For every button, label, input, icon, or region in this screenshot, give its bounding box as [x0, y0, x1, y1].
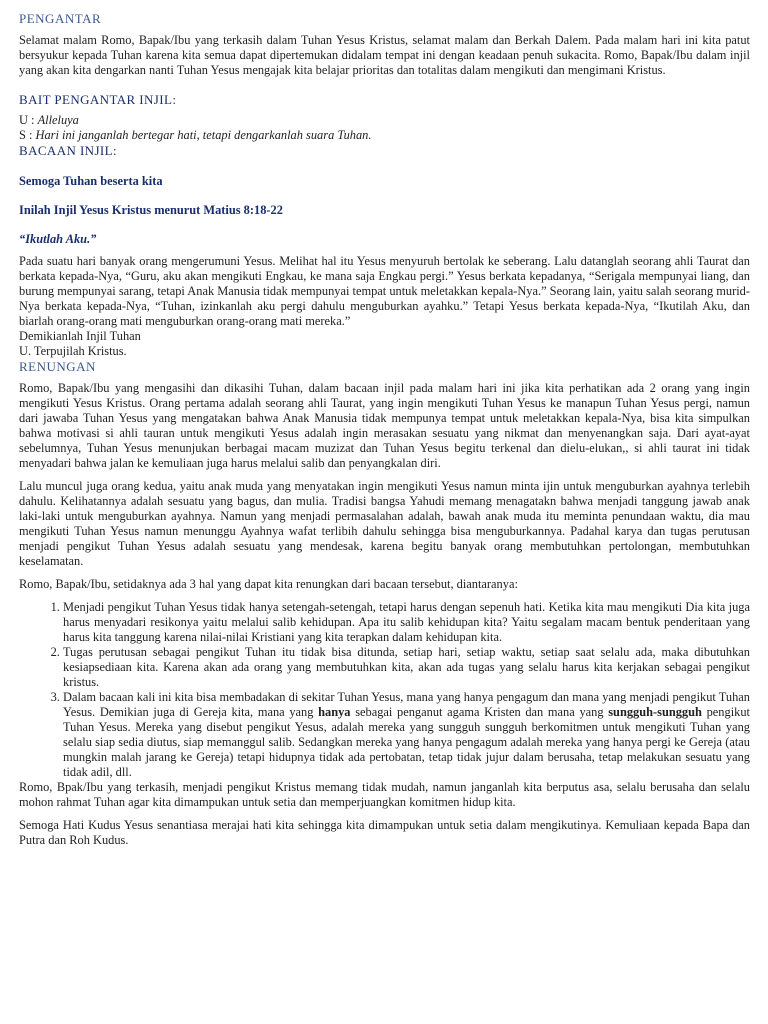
bacaan-heading: BACAAN INJIL:: [19, 143, 118, 158]
bait-u-line: [19, 113, 750, 128]
point-3-text-pre: Dalam bacaan kali ini kita bisa membadakan di sekitar Tuhan Yesus, mana yang hanya pengagum dan mana yang menjadi pengikut Tuhan Yesus. Demikian juga di Gereja kita, mana yang: [63, 690, 750, 719]
point-3-bold-sungguh: sungguh-sungguh: [608, 705, 702, 719]
bait-s-label: S :: [19, 128, 36, 142]
bacaan-closing-2: U. Terpujilah Kristus.: [19, 344, 127, 358]
renungan-paragraph-1: Romo, Bapak/Ibu yang mengasihi dan dikasihi Tuhan, dalam bacaan injil pada malam hari ini jika kita perhatikan ada 2 orang yang ingin mengikuti Yesus Kristus. Orang pertama adalah seorang ahli Taurat, yang ingin mengikuti Tuhan Yesus ke manapun Tuhan Yesus pergi, namun dari jawaba Tuhan Yesus yang mengatakan bahwa Anak Manusia tidak mempunya tempat untuk meletakkan kepala-Nya, bisa kita simpulkan bahwa motivasi si ahli tauran untuk mengikuti Yesus adalah ingin merasakan sesuatu yang nikmat dan menyenangkan saja. Dari ayat-ayat sebelumnya, Tuhan Yesus menunjukan berbagai macam muzizat dan Tuhan Yesus begitu terkenal dan dielu-elukan,, si ahli taurat ini tidak menyadari bahwa jalan ke kemuliaan juga harus melalui salib dan penyangkalan diri.: [19, 381, 750, 470]
list-item: [63, 690, 750, 780]
list-item: 1. Menjadi pengikut Tuhan Yesus tidak hanya setengah-setengah, tetapi harus dengan sepenuh hati. Ketika kita mau mengikuti Dia kita juga harus menyadari resikonya yaitu melalui salib kehidupan. Apa itu salib kehidupan kita? Yaitu segalam macam bentuk penderitaan yang harus kita tanggung karena nilai-nilai Kristiani yang kita terapkan dalam kehidupan kita.: [63, 600, 750, 645]
bait-u-label: U :: [19, 113, 38, 127]
renungan-paragraph-2: Lalu muncul juga orang kedua, yaitu anak muda yang menyatakan ingin mengikuti Yesus namun minta ijin untuk menguburkan ayahnya terlebih dahulu. Kelihatannya adalah sesuatu yang bagus, dan mulia. Tradisi bangsa Yahudi memang menagatakn bahwa menjadi tanggung jawab anak laki-laki untuk menguburkan ayahnya. Namun yang menjadi permasalahan adalah, bawah anak muda itu meminta penundaan waktu, dia mau mengikuti Tuhan Yesus namun menunggu Ayahnya wafat terlibih dahulu sehingga bisa menguburkannya. Padahal karya dan tugas perutusan menjadi pengikut Tuhan Yesus adalah sesuatu yang mendesak, karena begitu banyak orang membutuhkan pertolongan, membutuhkan keselamatan.: [19, 479, 750, 568]
renungan-paragraph-5: Semoga Hati Kudus Yesus senantiasa merajai hati kita sehingga kita dimampukan untuk setia dalam mengikutinya. Kemuliaan kepada Bapa dan Putra dan Roh Kudus.: [19, 818, 750, 847]
bacaan-closing-1: Demikianlah Injil Tuhan: [19, 329, 141, 343]
document-page: [19, 11, 750, 848]
point-3-text-mid: sebagai penganut agama Kristen dan mana yang: [350, 705, 609, 719]
bait-heading: BAIT PENGANTAR INJIL:: [19, 92, 177, 107]
renungan-paragraph-4: Romo, Bpak/Ibu yang terkasih, menjadi pengikut Kristus memang tidak mudah, namun janganlah kita berputus asa, selalu berusaha dan selalu mohon rahmat Tuhan agar kita dimampukan untuk setia dan memperjuangkan komitmen hidup kita.: [19, 780, 750, 809]
pengantar-heading: PENGANTAR: [19, 11, 102, 26]
bacaan-text: Pada suatu hari banyak orang mengerumuni Yesus. Melihat hal itu Yesus menyuruh bertolak ke seberang. Lalu datanglah seorang ahli Taurat dan berkata kepada-Nya, “Guru, aku akan mengikuti Engkau, ke mana saja Engkau pergi.” Yesus berkata kepadanya, “Serigala mempunyai liang, dan burung mempunyai sarang, tetapi Anak Manusia tidak mempunyai tempat untuk meletakkan kepala-Nya.” Seorang lain, yaitu salah seorang murid-Nya berkata kepada-Nya, “Tuhan, izinkanlah aku pergi dahulu menguburkan ayahku.” Tetapi Yesus berkata kepada-Nya, “Ikutilah Aku, dan biarlah orang-orang mati menguburkan orang-orang mati mereka.”: [19, 254, 750, 328]
bait-s-text: Hari ini janganlah bertegar hati, tetapi dengarkanlah suara Tuhan.: [35, 128, 372, 142]
renungan-points-list: [19, 600, 750, 780]
point-3-text-post: pengikut Tuhan Yesus. Mereka yang disebut pengikut Yesus, adalah mereka yang sungguh sungguh berkomitmen untuk mengikuti Tuhan yang selalu siap sedia diutus, siap memanggul salib. Sedangkan mereka yang hanya pengagum adalah mereka yang hanya pergi ke Gereja (atau mungkin malah jarang ke Gereja) tetapi hidupnya tidak ada pertobatan, tetap tidak jujur dalam berusaha, tetap melakukan sesuatu yang tidak adil, dll.: [63, 705, 750, 779]
point-3-bold-hanya: hanya: [318, 705, 351, 719]
bait-s-line: [19, 128, 750, 143]
list-item: 2. Tugas perutusan sebagai pengikut Tuhan itu tidak bisa ditunda, setiap hari, setiap waktu, setiap saat selalu ada, maka dibutuhkan kesiapsediaan kita. Karena akan ada orang yang membutuhkan kita, akan ada tugas yang selalu harus kita kerjakan sebagai pengikut kristus.: [63, 645, 750, 690]
bacaan-quote-title: “Ikutlah Aku.”: [19, 232, 97, 246]
renungan-paragraph-3: Romo, Bapak/Ibu, setidaknya ada 3 hal yang dapat kita renungkan dari bacaan tersebut, diantaranya:: [19, 577, 518, 591]
bait-u-text: Alleluya: [37, 113, 79, 127]
renungan-heading: RENUNGAN: [19, 359, 96, 374]
pengantar-text: Selamat malam Romo, Bapak/Ibu yang terkasih dalam Tuhan Yesus Kristus, selamat malam dan Berkah Dalem. Pada malam hari ini kita patut bersyukur kepada Tuhan karena kita semua dapat dipertemukan didalam tempat ini dengan keadaan penuh sukacita. Romo, Bapak/Ibu dalam injil yang akan kita dengarkan nanti Tuhan Yesus mengajak kita belajar prioritas dan totalitas dalam mengikuti dan mengimani Kristus.: [19, 33, 750, 77]
bacaan-greeting: Semoga Tuhan beserta kita: [19, 174, 163, 188]
bacaan-reference: Inilah Injil Yesus Kristus menurut Matius 8:18-22: [19, 203, 283, 217]
